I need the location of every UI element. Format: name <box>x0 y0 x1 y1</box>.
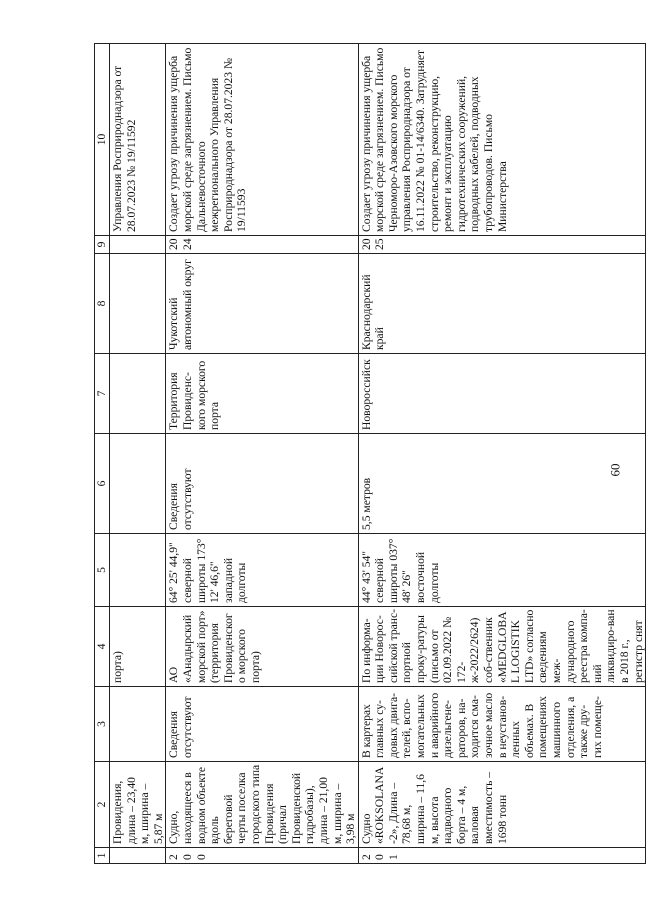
depth-cell <box>110 434 166 534</box>
owner-cell: АО «Анадырский морской порт» (территория Провиденского морского порта) <box>166 607 358 687</box>
region-cell: Чукотский автономный округ <box>166 254 358 354</box>
location-cell: Территория Провиденс-кого морского порта <box>166 354 358 434</box>
header-cell: 4 <box>95 607 110 687</box>
depth-cell: Сведения отсутствуют <box>166 434 358 534</box>
header-cell: 3 <box>95 687 110 762</box>
header-row <box>95 44 110 864</box>
location-cell <box>110 354 166 434</box>
region-cell <box>110 254 166 354</box>
header-cell: 8 <box>95 254 110 354</box>
row-number-cell: 200 <box>166 848 358 864</box>
coordinates-cell: 44° 43' 54" северной широты 037° 48' 26" восточной долготы <box>358 534 645 607</box>
table-row <box>110 44 166 864</box>
year-cell: 2025 <box>358 236 645 254</box>
header-cell: 10 <box>95 44 110 236</box>
header-cell: 5 <box>95 534 110 607</box>
object-description-cell: Судно «ROKSOLANA-2», Длина – 78,68 м, ширина – 11,6 м, высота надводного борта – 4 м, валовая вместимость – 1698 тонн <box>358 762 645 848</box>
header-cell: 7 <box>95 354 110 434</box>
notes-cell: Создает угрозу причинения ущерба морской среде загрязнением. Письмо Черноморо-Азовского морского управления Росприроднадзора от 16.11.2022 № 01-14/6340. Затрудняет строительство, реконструкцию, ремонт и эксплуатацию гидротехнических сооружений, подводных кабелей, подводных трубопроводов. Письмо Министерства <box>358 44 645 236</box>
object-description-cell: Провидения, длина – 23,40 м, ширина – 5,87 м <box>110 762 166 848</box>
location-cell: Новороссийск <box>358 354 645 434</box>
page-number: 60 <box>607 463 623 477</box>
table-row <box>358 44 645 864</box>
data-table <box>94 43 646 864</box>
table-row <box>166 44 358 864</box>
header-cell: 6 <box>95 434 110 534</box>
region-cell: Краснодарский край <box>358 254 645 354</box>
notes-cell: Управления Росприроднадзора от 28.07.2023 № 19/11592 <box>110 44 166 236</box>
pollution-info-cell <box>110 687 166 762</box>
pollution-info-cell: Сведения отсутствуют <box>166 687 358 762</box>
row-number-cell <box>110 848 166 864</box>
owner-cell: По информа-ции Новорос-сийской транс-портной проку-ратуры (письмо от 02.09.2022 № 172-ж-2022/2624) соб-ственник «MEDGLOBAL LOGISTIK LTD» согласно сведениям меж-дународного реестра компа-ний ликвидиро-ван в 2018 г., регистр снят <box>358 607 645 687</box>
header-cell: 9 <box>95 236 110 254</box>
year-cell: 2024 <box>166 236 358 254</box>
row-number-cell: 201 <box>358 848 645 864</box>
object-description-cell: Судно, находящееся в водном объекте вдоль береговой черты поселка городского типа Провидения (причал Провиденской гидробазы), длина – 21,00 м, ширина – 3,98 м <box>166 762 358 848</box>
header-cell: 1 <box>95 848 110 864</box>
coordinates-cell: 64° 25' 44,9" северной широты 173° 12' 46,6" западной долготы <box>166 534 358 607</box>
header-cell: 2 <box>95 762 110 848</box>
notes-cell: Создает угрозу причинения ущерба морской среде загрязнением. Письмо Дальневосточного межрегионального Управления Росприроднадзора от 28.07.2023 № 19/11593 <box>166 44 358 236</box>
depth-cell: 5,5 метров <box>358 434 645 534</box>
owner-cell: порта) <box>110 607 166 687</box>
coordinates-cell <box>110 534 166 607</box>
year-cell <box>110 236 166 254</box>
pollution-info-cell: В картерах главных су-довых двига-телей, вспо-могательных и аварийного дизельгене-раторов, на-ходится сма-зочное масло в неустанов-ленных объемах. В помещениях машинного отделения, а также дру-гих помеще- <box>358 687 645 762</box>
